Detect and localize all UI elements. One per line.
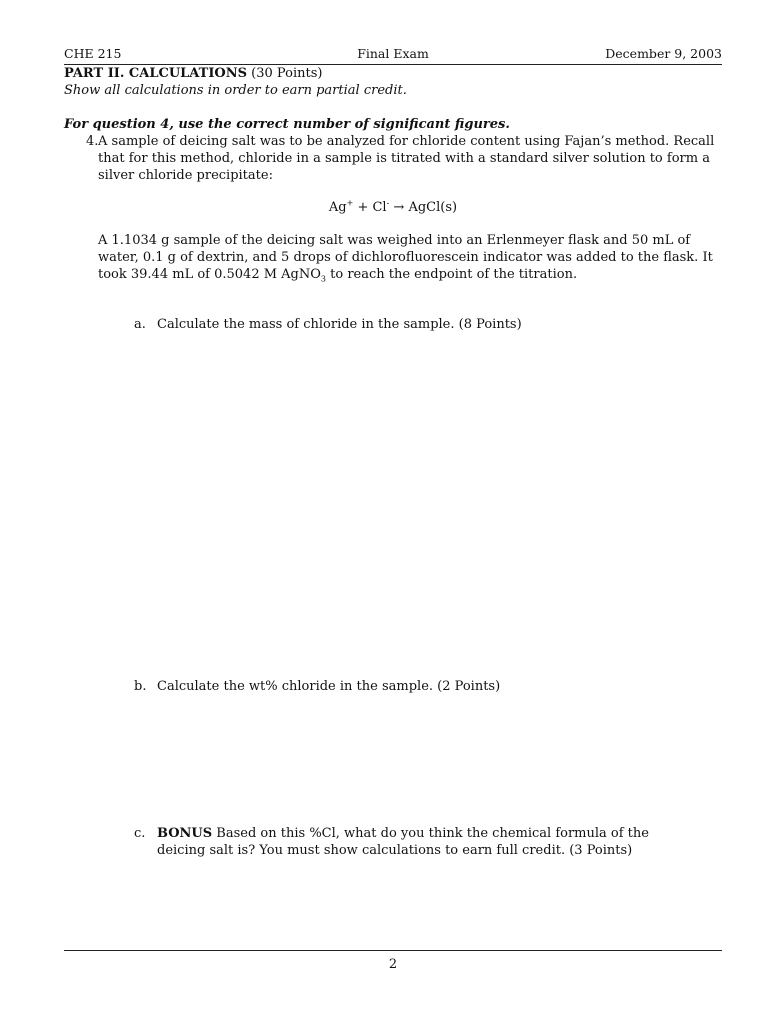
equation-cl-charge: - <box>386 198 390 208</box>
subquestion-c-text <box>157 825 697 859</box>
page-number: 2 <box>388 957 398 972</box>
subquestion-c-letter: c. <box>134 826 146 841</box>
page-header <box>64 46 722 65</box>
exam-title: Final Exam <box>357 46 429 61</box>
procedure-subscript: 3 <box>320 274 326 284</box>
procedure-text-1: A 1.1034 g sample of the deicing salt was weighed into an Erlenmeyer flask and 50 mL of water, 0.1 g of dextrin, and 5 drops of dichlorofluorescein indicator was added to the flask. It took 39.44 mL of 0.5042 M AgNO <box>98 233 713 282</box>
reaction-equation <box>64 199 722 216</box>
question-number: 4. <box>86 134 99 149</box>
equation-ag: Ag <box>328 200 347 215</box>
subquestion-b-text: Calculate the wt% chloride in the sample. (2 Points) <box>157 679 501 694</box>
equation-product: → AgCl(s) <box>389 200 458 215</box>
sigfig-note: For question 4, use the correct number of significant figures. <box>64 117 510 132</box>
question-intro: A sample of deicing salt was to be analyzed for chloride content using Fajan’s method. Recall that for this method, chloride in a sample is titrated with a standard silver solution to form a silver chloride precipitate: <box>98 134 715 183</box>
course-code: CHE 215 <box>64 46 122 61</box>
exam-date: December 9, 2003 <box>605 46 722 61</box>
equation-ag-charge: + <box>346 198 354 208</box>
subquestion-b-letter: b. <box>134 679 147 694</box>
spacer <box>64 99 722 116</box>
equation-cl: + Cl <box>353 200 387 215</box>
part-points: (30 Points) <box>247 66 323 81</box>
subquestion-a-letter: a. <box>134 317 146 332</box>
subquestion-a-text: Calculate the mass of chloride in the sample. (8 Points) <box>157 317 522 332</box>
page-content <box>64 65 722 858</box>
subquestion-c-body: Based on this %Cl, what do you think the chemical formula of the deicing salt is? You must show calculations to earn full credit. (3 Points) <box>157 826 649 858</box>
procedure-paragraph <box>98 232 722 283</box>
part-instruction: Show all calculations in order to earn partial credit. <box>64 83 407 98</box>
part-heading <box>64 65 722 82</box>
bonus-label: BONUS <box>157 826 213 841</box>
part-title: PART II. CALCULATIONS <box>64 66 248 81</box>
procedure-text-2: to reach the endpoint of the titration. <box>326 267 578 282</box>
page-footer <box>64 950 722 972</box>
